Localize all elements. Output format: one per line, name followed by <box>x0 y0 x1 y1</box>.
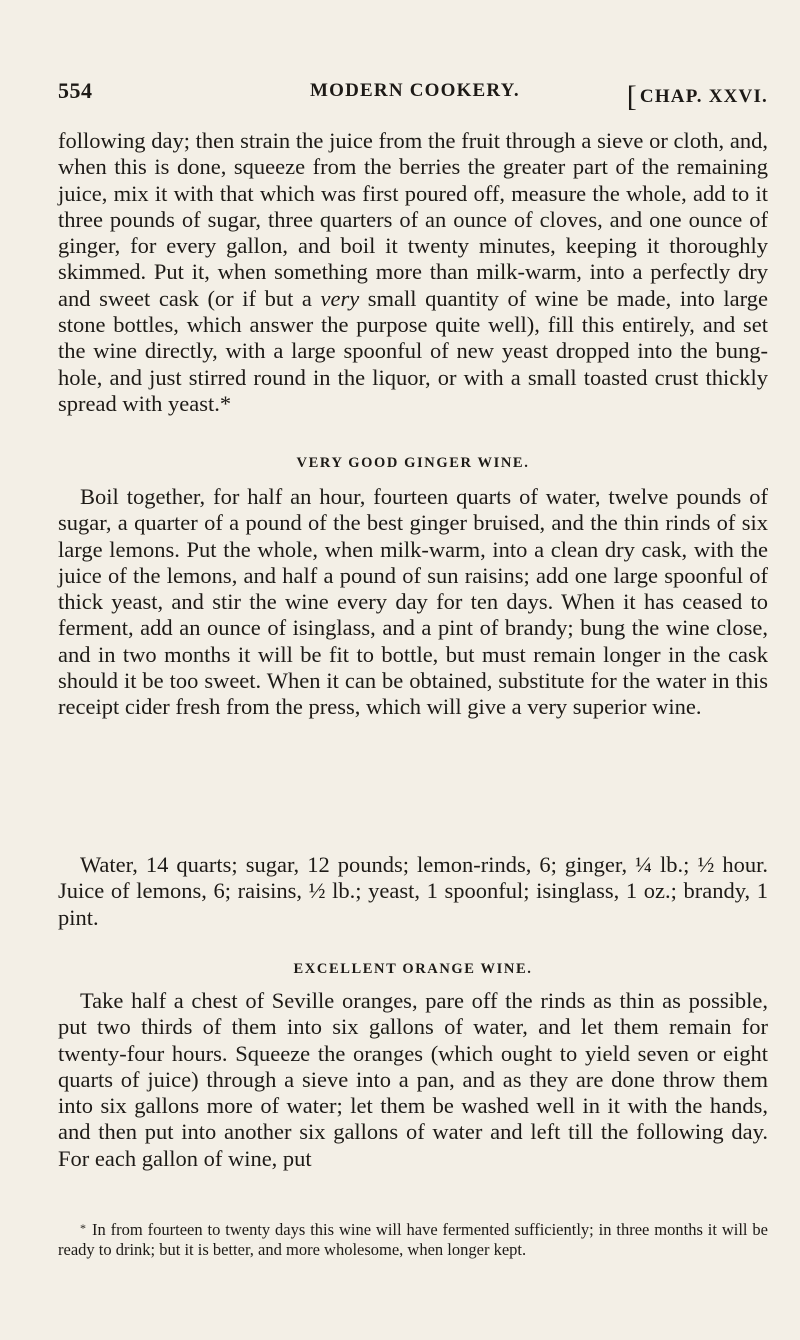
opening-text-end: small quantity of wine be made, into large stone bottles, which answer the purpose quite well), fill this entirely, and set the wine directly, with a large spoonful of new yeast dropped into the bung-hole, and just stirred round in the liquor, or with a small toasted crust thickly spread with yeast.* <box>58 285 768 416</box>
orange-wine-instructions: Take half a chest of Seville oranges, pare off the rinds as thin as possible, put two thirds of them into six gallons of water, and let them remain for twenty-four hours. Squeeze the oranges (which ought to yield seven or eight quarts of juice) through a sieve into a pan, and as they are done throw them into six gallons more of water; let them be washed well in it with the hands, and then put into another six gallons of water and left till the following day. For each gallon of wine, put <box>58 988 768 1171</box>
footnote-text: In from fourteen to twenty days this wine will have fermented sufficiently; in three months it will be ready to drink; but it is better, and more wholesome, when longer kept. <box>58 1220 768 1259</box>
opening-text-start: following day; then strain the juice from the fruit through a sieve or cloth, and, when this is done, squeeze from the berries the greater part of the remaining juice, mix it with that which was first poured off, measure the whole, add to it three pounds of sugar, three quarters of an ounce of cloves, and one ounce of ginger, for every gallon, and boil it twenty minutes, keeping it thoroughly skimmed. Put it, when something more than milk-warm, into a perfectly dry and sweet cask (or if but a <box>58 128 768 311</box>
orange-wine-heading: EXCELLENT ORANGE WINE. <box>293 961 533 977</box>
footnote <box>58 1218 768 1260</box>
ginger-wine-summary: Water, 14 quarts; sugar, 12 pounds; lemon-rinds, 6; ginger, ¼ lb.; ½ hour. Juice of lemons, 6; raisins, ½ lb.; yeast, 1 spoonful; isinglass, 1 oz.; brandy, 1 pint. <box>58 852 768 930</box>
ginger-wine-instructions: Boil together, for half an hour, fourteen quarts of water, twelve pounds of sugar, a quarter of a pound of the best ginger bruised, and the thin rinds of six large lemons. Put the whole, when milk-warm, into a clean dry cask, with the juice of the lemons, and half a pound of sun raisins; add one large spoonful of thick yeast, and stir the wine every day for ten days. When it has ceased to ferment, add an ounce of isinglass, and a pint of brandy; bung the wine close, and in two months it will be fit to bottle, but must remain longer in the cask should it be too sweet. When it can be obtained, substitute for the water in this receipt cider fresh from the press, which will give a very superior wine. <box>58 484 768 720</box>
page-number: 554 <box>58 78 93 103</box>
footnote-mark: * <box>80 1221 86 1235</box>
emphasis-word: very <box>320 285 360 311</box>
ginger-wine-heading: VERY GOOD GINGER WINE. <box>296 455 530 471</box>
chapter-mark <box>627 80 768 114</box>
chapter-bracket: [ <box>626 80 638 113</box>
running-head <box>58 78 768 112</box>
chapter-label: CHAP. XXVI. <box>639 86 768 107</box>
running-title: MODERN COOKERY. <box>310 80 520 101</box>
opening-paragraph <box>58 128 768 417</box>
